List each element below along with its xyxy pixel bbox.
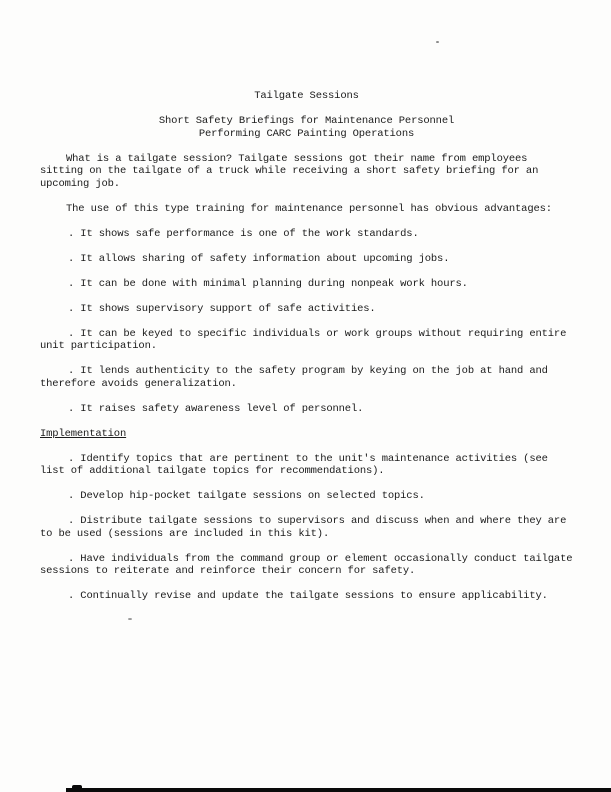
scan-speck [128,618,132,620]
implementation-heading: Implementation [40,427,127,440]
page-subtitle [40,115,573,140]
scan-artifact-bottom-bar [66,788,611,792]
advantage-item: . It shows safe performance is one of the work standards. [68,227,419,240]
advantage-item: . It can be keyed to specific individuals or work groups without requiring entire unit participation. [40,327,567,352]
implementation-item: . Identify topics that are pertinent to the unit's maintenance activities (see list of additional tailgate topics for recommendations). [40,452,548,477]
page-title: Tailgate Sessions [254,90,359,102]
implementation-item: . Distribute tailgate sessions to supervisors and discuss when and where they are to be used (sessions are included in this kit). [40,515,567,540]
implementation-item: . Develop hip-pocket tailgate sessions on selected topics. [68,490,425,502]
subtitle-line-1: Short Safety Briefings for Maintenance Personnel [158,115,455,127]
advantage-item: . It can be done with minimal planning during nonpeak work hours. [68,277,468,290]
advantage-item: . It lends authenticity to the safety program by keying on the job at hand and therefore avoids generalization. [40,365,548,390]
subtitle-line-2: Performing CARC Painting Operations [198,127,415,140]
advantages-intro-paragraph: The use of this type training for maintenance personnel has obvious advantages: [66,202,552,215]
document-content [40,90,573,603]
intro-paragraph: What is a tailgate session? Tailgate sessions got their name from employees sitting on the tailgate of a truck while receiving a short safety briefing for an upcoming job. [40,152,539,190]
implementation-item: . Have individuals from the command group or element occasionally conduct tailgate sessions to reiterate and reinforce their concern for safety. [40,552,573,577]
implementation-item: . Continually revise and update the tailgate sessions to ensure applicability. [68,590,548,602]
advantage-item: . It raises safety awareness level of personnel. [68,402,364,415]
advantage-item: . It allows sharing of safety information about upcoming jobs. [68,252,450,265]
advantage-item: . It shows supervisory support of safe activities. [68,302,376,315]
scan-speck [436,41,439,43]
